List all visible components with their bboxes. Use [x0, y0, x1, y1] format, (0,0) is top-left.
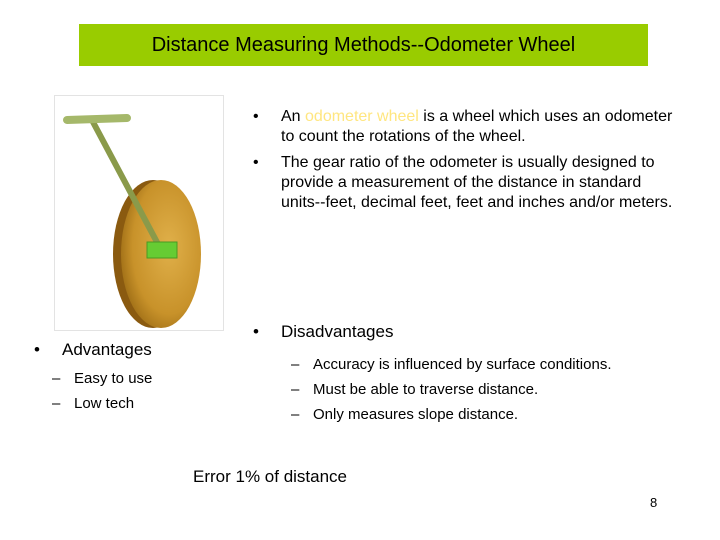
advantage-item: – Low tech	[52, 395, 135, 412]
advantage-item: – Easy to use	[52, 370, 153, 387]
disadvantages-section	[253, 322, 693, 423]
odometer-wheel-illustration	[54, 95, 224, 331]
dash-marker: –	[291, 356, 300, 373]
dash-marker: –	[291, 406, 300, 423]
bullet-definition: • An odometer wheel is a wheel which uses an odometer to count the rotations of the wheel.	[253, 108, 673, 145]
dash-marker: –	[52, 395, 61, 412]
dash-marker: –	[52, 370, 61, 387]
bullet-marker: •	[253, 322, 259, 341]
highlighted-term: odometer wheel	[305, 108, 419, 125]
page-number: 8	[650, 495, 658, 510]
description-bullets	[253, 107, 683, 219]
bullet-gear-ratio: • The gear ratio of the odometer is usually designed to provide a measurement of the distance in standard units--feet, decimal feet, feet and inches and/or meters.	[253, 154, 673, 211]
disadvantage-item: – Accuracy is influenced by surface conditions.	[291, 356, 612, 373]
disadvantages-heading: • Disadvantages	[253, 322, 394, 341]
bullet-marker: •	[253, 108, 259, 125]
bullet-marker: •	[253, 154, 259, 171]
dash-marker: –	[291, 381, 300, 398]
error-note: Error 1% of distance	[193, 467, 348, 486]
advantages-heading: • Advantages	[34, 340, 152, 359]
bullet-marker: •	[34, 340, 40, 359]
odometer-counter	[147, 242, 177, 258]
advantages-section	[34, 340, 244, 412]
slide-title: Distance Measuring Methods--Odometer Wheel	[151, 33, 576, 56]
wheel-handle-grip	[67, 118, 127, 120]
slide-title-bar	[79, 24, 648, 66]
disadvantage-item: – Must be able to traverse distance.	[291, 381, 539, 398]
disadvantage-item: – Only measures slope distance.	[291, 406, 519, 423]
